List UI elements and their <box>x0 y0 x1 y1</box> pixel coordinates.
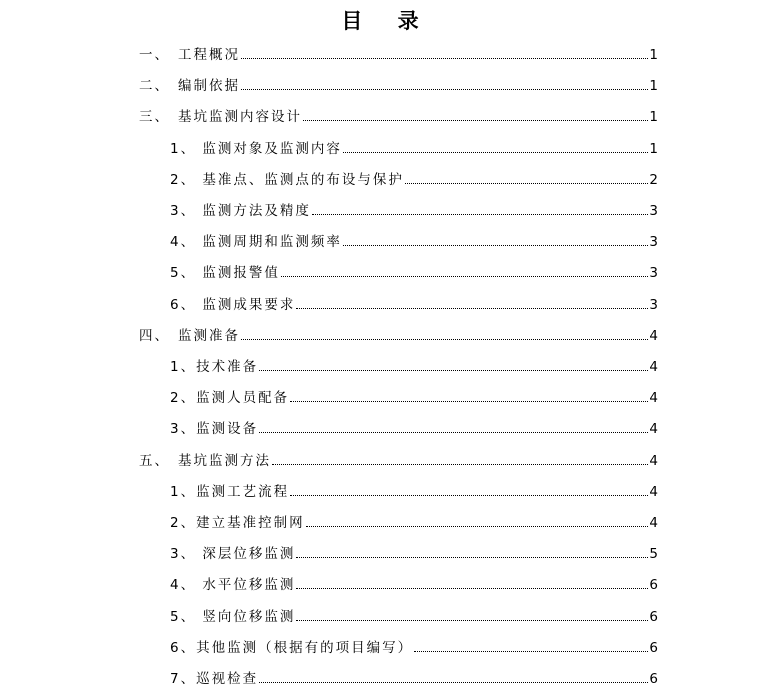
toc-entry-page-number: 4 <box>649 390 658 407</box>
toc-entry-page-number: 3 <box>649 296 658 313</box>
toc-entry-page-number: 6 <box>649 608 658 625</box>
toc-entry-label: 水平位移监测 <box>202 577 296 594</box>
toc-entry-number: 2、 <box>170 515 197 531</box>
toc-entry-label: 深层位移监测 <box>202 546 296 563</box>
toc-entry-label: 监测准备 <box>178 327 240 344</box>
toc-entry-number: 三、 <box>139 109 177 126</box>
toc-entry-number: 7、 <box>170 671 197 687</box>
toc-leader-dots <box>259 431 648 433</box>
toc-entry-label: 监测周期和监测频率 <box>202 234 342 251</box>
toc-leader-dots <box>405 182 649 184</box>
toc-entry[interactable] <box>170 571 658 593</box>
toc-entry-page-number: 1 <box>649 47 658 63</box>
toc-entry[interactable] <box>170 228 658 250</box>
toc-leader-dots <box>290 494 648 496</box>
toc-entry-page-number: 6 <box>649 639 658 656</box>
toc-entry-number: 6、 <box>170 296 203 313</box>
toc-entry-page-number: 4 <box>649 483 658 500</box>
toc-entry-page-number: 4 <box>649 452 658 469</box>
toc-entry-number: 2、 <box>170 390 197 407</box>
toc-entry-label: 基坑监测方法 <box>178 452 271 469</box>
toc-entry[interactable] <box>170 603 658 625</box>
toc-entry-label: 监测设备 <box>196 421 259 438</box>
toc-entry-page-number: 6 <box>649 671 658 687</box>
toc-entry-page-number: 1 <box>649 78 658 95</box>
toc-entry-label: 基准点、监测点的布设与保护 <box>202 171 404 188</box>
toc-leader-dots <box>343 244 649 246</box>
toc-entry-label: 监测方法及精度 <box>202 203 311 219</box>
toc-entry-label: 建立基准控制网 <box>196 515 305 531</box>
toc-entry-label: 技术准备 <box>196 359 259 375</box>
toc-leader-dots <box>281 275 649 277</box>
toc-leader-dots <box>343 151 649 153</box>
toc-entry-number: 1、 <box>170 359 197 375</box>
toc-entry-page-number: 4 <box>649 327 658 344</box>
toc-entry-number: 二、 <box>139 78 177 95</box>
toc-entry-number: 1、 <box>170 483 197 500</box>
toc-entry-page-number: 4 <box>649 359 658 375</box>
toc-entry-label: 编制依据 <box>178 78 240 95</box>
toc-entry-page-number: 6 <box>649 577 658 594</box>
toc-entry-label: 竖向位移监测 <box>202 608 296 625</box>
toc-entry-label: 监测成果要求 <box>202 296 296 313</box>
toc-entry[interactable] <box>170 540 658 562</box>
toc-leader-dots <box>272 463 648 465</box>
toc-entry-number: 3、 <box>170 421 197 438</box>
toc-entry-page-number: 4 <box>649 515 658 531</box>
toc-leader-dots <box>414 650 648 652</box>
toc-leader-dots <box>259 681 648 683</box>
toc-entry[interactable] <box>170 259 658 281</box>
toc-entry-number: 4、 <box>170 234 203 251</box>
toc-entry[interactable] <box>170 166 658 188</box>
toc-entry-page-number: 3 <box>649 203 658 219</box>
toc-entry[interactable] <box>170 509 658 531</box>
toc-entry[interactable] <box>170 291 658 313</box>
toc-leader-dots <box>241 57 648 59</box>
toc-entry-number: 一、 <box>139 47 177 63</box>
toc-entry-number: 四、 <box>139 327 177 344</box>
toc-entry-label: 基坑监测内容设计 <box>178 109 302 126</box>
toc-entry[interactable] <box>170 197 658 219</box>
toc-entry-label: 监测对象及监测内容 <box>202 140 342 157</box>
toc-leader-dots <box>296 587 648 589</box>
toc-leader-dots <box>296 556 648 558</box>
toc-entry-page-number: 3 <box>649 265 658 282</box>
toc-entry[interactable] <box>139 72 658 94</box>
toc-entry-page-number: 2 <box>649 171 658 188</box>
toc-entry-number: 1、 <box>170 140 203 157</box>
toc-leader-dots <box>241 338 648 340</box>
toc-leader-dots <box>296 307 648 309</box>
toc-entry-page-number: 1 <box>649 109 658 126</box>
toc-entry-number: 4、 <box>170 577 203 594</box>
toc-entry[interactable] <box>139 103 658 125</box>
toc-entry-label: 巡视检查 <box>196 671 259 687</box>
toc-entry[interactable] <box>170 634 658 656</box>
toc-leader-dots <box>259 369 648 371</box>
toc-entry-label: 工程概况 <box>178 47 240 63</box>
toc-entry-label: 其他监测（根据有的项目编写） <box>196 639 414 656</box>
toc-entry-number: 6、 <box>170 639 197 656</box>
toc-entry[interactable] <box>170 478 658 500</box>
toc-leader-dots <box>241 88 648 90</box>
toc-entry-number: 5、 <box>170 265 203 282</box>
toc-entry-number: 五、 <box>139 452 177 469</box>
toc-leader-dots <box>312 213 649 215</box>
toc-leader-dots <box>296 619 648 621</box>
toc-entry-page-number: 1 <box>649 140 658 157</box>
toc-entry-page-number: 3 <box>649 234 658 251</box>
toc-entry-page-number: 5 <box>649 546 658 563</box>
toc-entry-number: 3、 <box>170 203 203 219</box>
toc-title: 目 录 <box>341 9 433 33</box>
toc-entry-page-number: 4 <box>649 421 658 438</box>
toc-leader-dots <box>306 525 649 527</box>
toc-entry-label: 监测人员配备 <box>196 390 290 407</box>
toc-entry[interactable] <box>170 665 658 687</box>
toc-leader-dots <box>290 400 648 402</box>
toc-entry[interactable] <box>170 353 658 375</box>
toc-entry[interactable] <box>170 384 658 406</box>
toc-entry-label: 监测报警值 <box>202 265 280 282</box>
toc-entry-number: 5、 <box>170 608 203 625</box>
toc-entry-label: 监测工艺流程 <box>196 483 290 500</box>
toc-entry[interactable] <box>139 41 658 63</box>
toc-entry[interactable] <box>139 447 658 469</box>
toc-entry[interactable] <box>139 322 658 344</box>
toc-leader-dots <box>303 119 648 121</box>
toc-entry-number: 2、 <box>170 171 203 188</box>
toc-entry[interactable] <box>170 135 658 157</box>
toc-entry-number: 3、 <box>170 546 203 563</box>
toc-entry[interactable] <box>170 415 658 437</box>
